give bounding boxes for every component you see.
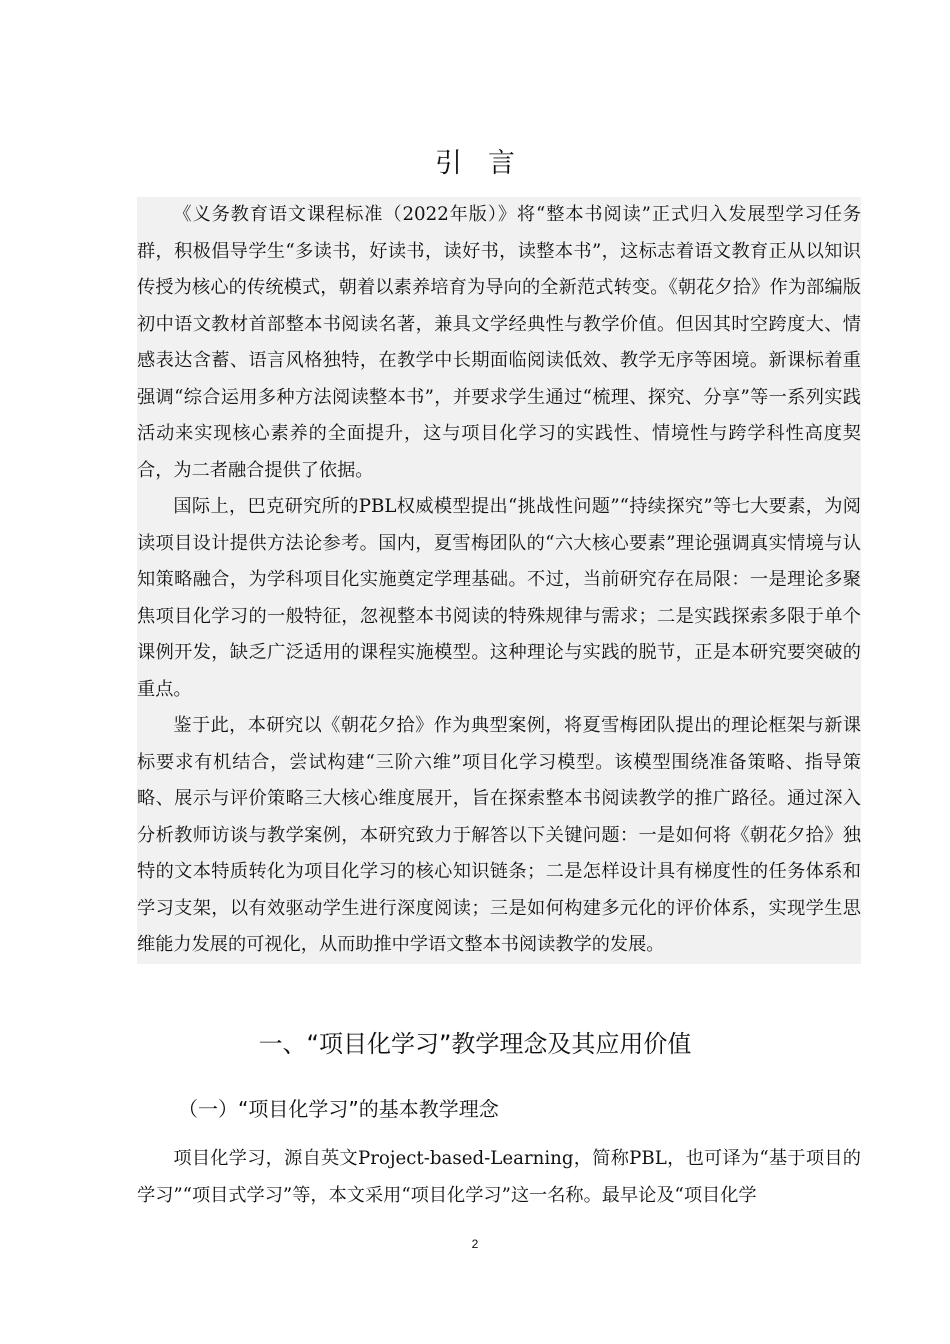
section-heading: 一、“项目化学习”教学理念及其应用价值 <box>258 1030 692 1058</box>
intro-paragraph-3: 鉴于此，本研究以《朝花夕拾》作为典型案例，将夏雪梅团队提出的理论框架与新课标要求有机结合，尝试构建“三阶六维”项目化学习模型。该模型围绕准备策略、指导策略、展示与评价策略三大核心维度展开，旨在探索整本书阅读教学的推广路径。通过深入分析教师访谈与教学案例，本研究致力于解答以下关键问题：一是如何将《朝花夕拾》独特的文本特质转化为项目化学习的核心知识链条；二是怎样设计具有梯度性的任务体系和学习支架，以有效驱动学生进行深度阅读；三是如何构建多元化的评价体系，实现学生思维能力发展的可视化，从而助推中学语文整本书阅读教学的发展。 <box>137 715 861 955</box>
subsection-heading: （一）“项目化学习”的基本教学理念 <box>178 1097 499 1121</box>
intro-paragraph-2: 国际上，巴克研究所的PBL权威模型提出“挑战性问题”“持续探究”等七大要素，为阅读项目设计提供方法论参考。国内，夏雪梅团队的“六大核心要素”理论强调真实情境与认知策略融合，为学科项目化实施奠定学理基础。不过，当前研究存在局限：一是理论多聚焦项目化学习的一般特征，忽视整本书阅读的特殊规律与需求；二是实践探索多限于单个课例开发，缺乏广泛适用的课程实施模型。这种理论与实践的脱节，正是本研究要突破的重点。 <box>137 496 861 700</box>
intro-section <box>137 197 861 964</box>
body-paragraph-1: 项目化学习，源自英文Project-based-Learning，简称PBL，也可译为“基于项目的学习”“项目式学习”等，本文采用“项目化学习”这一名称。最早论及“项目化学 <box>137 1148 861 1206</box>
page-number: 2 <box>471 1237 479 1251</box>
intro-paragraph-1: 《义务教育语文课程标准（2022年版）》将“整本书阅读”正式归入发展型学习任务群，积极倡导学生“多读书，好读书，读好书，读整本书”，这标志着语文教育正从以知识传授为核心的传统模式，朝着以素养培育为导向的全新范式转变。《朝花夕拾》作为部编版初中语文教材首部整本书阅读名著，兼具文学经典性与教学价值。但因其时空跨度大、情感表达含蓄、语言风格独特，在教学中长期面临阅读低效、教学无序等困境。新课标着重强调“综合运用多种方法阅读整本书”，并要求学生通过“梳理、探究、分享”等一系列实践活动来实现核心素养的全面提升，这与项目化学习的实践性、情境性与跨学科性高度契合，为二者融合提供了依据。 <box>137 204 861 481</box>
page-title: 引言 <box>435 148 541 179</box>
body-section <box>137 1141 861 1214</box>
